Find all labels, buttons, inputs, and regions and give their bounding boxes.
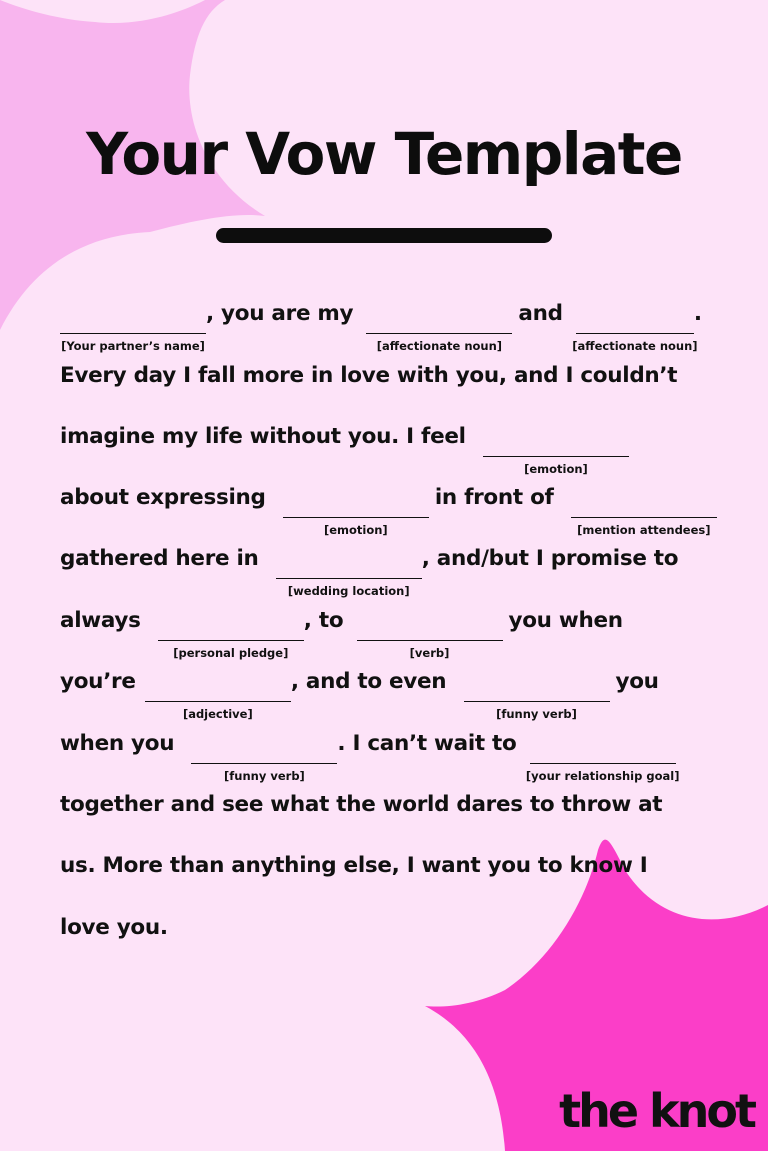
blank-label: [personal pledge] <box>173 646 289 660</box>
vow-text: , to <box>303 608 344 633</box>
blank-relationship-goal[interactable] <box>525 724 680 783</box>
vow-text: imagine my life without you. I feel <box>60 424 466 449</box>
blank-label: [verb] <box>409 646 450 660</box>
vow-text: . I can’t wait to <box>337 731 517 756</box>
blank-funny-verb-1[interactable] <box>464 662 610 721</box>
vow-text: about expressing <box>60 485 266 510</box>
vow-line-9 <box>60 785 662 825</box>
blank-label: [mention attendees] <box>577 523 711 537</box>
vow-text: , and to even <box>290 669 447 694</box>
vow-text: when you <box>60 731 175 756</box>
blank-affectionate-noun-1[interactable] <box>366 294 512 353</box>
blank-verb[interactable] <box>357 601 503 660</box>
vow-text: love you. <box>60 915 168 940</box>
vow-text: . <box>693 301 702 326</box>
blank-emotion-2[interactable] <box>283 478 429 537</box>
blank-label: [affectionate noun] <box>376 339 503 353</box>
vow-line-11 <box>60 908 168 948</box>
blank-emotion-1[interactable] <box>483 417 629 476</box>
vow-text: gathered here in <box>60 546 259 571</box>
blank-mention-attendees[interactable] <box>571 478 717 537</box>
blank-personal-pledge[interactable] <box>158 601 304 660</box>
vow-line-4 <box>60 478 723 537</box>
vow-text: us. More than anything else, I want you to know I <box>60 853 648 878</box>
vow-text: together and see what the world dares to throw at <box>60 792 663 817</box>
vow-text: , and/but I promise to <box>421 546 679 571</box>
vow-line-6 <box>60 601 623 660</box>
the-knot-logo: the knot <box>559 1084 754 1138</box>
blank-label: [Your partner’s name] <box>61 339 205 353</box>
vow-text: you <box>615 669 659 694</box>
vow-text: you when <box>508 608 623 633</box>
blank-wedding-location[interactable] <box>276 539 422 598</box>
blank-label: [funny verb] <box>224 769 305 783</box>
blank-partner-name[interactable] <box>60 294 206 353</box>
blank-label: [wedding location] <box>287 584 410 598</box>
vow-line-5 <box>60 539 679 598</box>
title-divider <box>216 228 552 243</box>
blank-label: [emotion] <box>323 523 388 537</box>
vow-text: in front of <box>434 485 554 510</box>
blank-label: [funny verb] <box>496 707 577 721</box>
vow-text: you’re <box>60 669 136 694</box>
blank-label: [adjective] <box>182 707 253 721</box>
blank-adjective[interactable] <box>145 662 291 721</box>
vow-text: , you are my <box>206 301 354 326</box>
vow-text: always <box>60 608 141 633</box>
vow-line-10 <box>60 846 647 886</box>
vow-line-7 <box>60 662 659 721</box>
page-title: Your Vow Template <box>86 120 682 188</box>
blank-label: [your relationship goal] <box>525 769 680 783</box>
vow-line-8 <box>60 724 680 783</box>
vow-text: and <box>518 301 563 326</box>
blank-funny-verb-2[interactable] <box>191 724 337 783</box>
blank-label: [affectionate noun] <box>572 339 698 353</box>
vow-line-2 <box>60 356 677 396</box>
vow-line-1 <box>60 294 702 353</box>
blank-affectionate-noun-2[interactable] <box>572 294 698 353</box>
blank-label: [emotion] <box>524 462 588 476</box>
vow-line-3 <box>60 417 635 476</box>
vow-text: Every day I fall more in love with you, and I couldn’t <box>60 363 678 388</box>
